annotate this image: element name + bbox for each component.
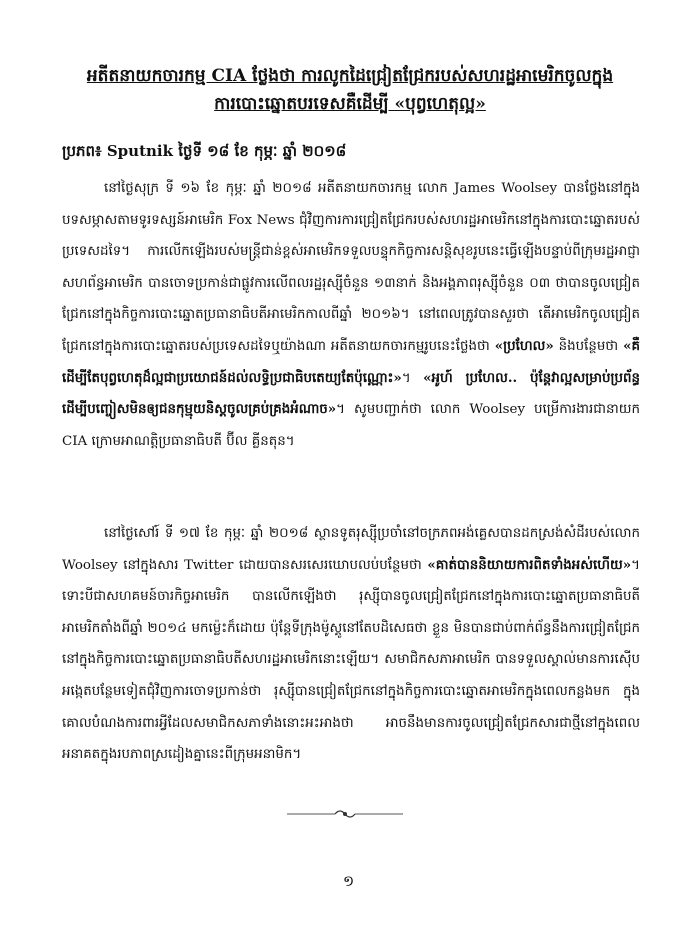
p1-bold-b: «គឺដើម្បីតែបុព្វហេតុដ៏ល្អជាប្រយោជន៍ដល់លទ្ធិប្រជាធិបតេយ្យតែប៉ុណ្ណោះ» (62, 337, 640, 386)
paragraph-1 (62, 173, 640, 457)
article-title (70, 62, 630, 118)
p1-text-d: ។ សូមបញ្ជាក់ថា លោក Woolsey បម្រើការងារជានាយក CIA ក្រោមអាណត្តិប្រធានាធិបតី ប៊ីល គ្លីនតុន។ (62, 402, 640, 449)
p1-text-a: នៅថ្ងៃសុក្រ ទី ១៦ ខែ កុម្ភៈ ឆ្នាំ ២០១៨ អតីតនាយកចារកម្ម លោក James Woolsey បានថ្លែងនៅក្នុងបទសម្ភាសតាមទូរទស្សន៍អាមេរិក Fox News ជុំវិញការការជ្រៀតជ្រែករបស់សហរដ្ឋអាមេរិកនៅក្នុងការបោះឆ្នោតរបស់ប្រទេសដទៃ។ ការលើកឡើងរបស់មន្ត្រីជាន់ខ្ពស់អាមេរិកទទួលបន្ទុកកិច្ចការសន្តិសុខរូបនេះធ្វើឡើងបន្ទាប់ពីក្រុមរដ្ឋអាជ្ញាសហព័ន្ធអាមេរិក បានចោទប្រកាន់ជាផ្លូវការលើពលរដ្ឋរុស្ស៊ីចំនួន ១៣នាក់ និងអង្គភាពរុស្ស៊ីចំនួន ០៣ ថាបានចូលជ្រៀតជ្រែកនៅក្នុងកិច្ចការបោះឆ្នោតប្រធានាធិបតីអាមេរិកកាលពីឆ្នាំ ២០១៦។ នៅពេលត្រូវបានសួរថា តើអាមេរិកចូលជ្រៀតជ្រែកនៅក្នុងការបោះឆ្នោតរបស់ប្រទេសដទៃឬយ៉ាងណា អតីតនាយកចារកម្មរូបនេះថ្លែងថា (62, 181, 640, 354)
title-line-1: អតីតនាយកចារកម្ម CIA ថ្លែងថា ការលូកដៃជ្រៀតជ្រែករបស់សហរដ្ឋអាមេរិកចូលក្នុង (86, 66, 614, 86)
section-divider-ornament (285, 806, 405, 822)
p2-bold-a: «គាត់បាននិយាយការពិតទាំងអស់ហើយ» (427, 556, 632, 573)
p2-text-b: ។ ទោះបីជាសហគមន៍ចារកិច្ចអាមេរិក បានលើកឡើងថា រុស្ស៊ីបានចូលជ្រៀតជ្រែកនៅក្នុងការបោះឆ្នោតប្រធានាធិបតីអាមេរិកតាំងពីឆ្នាំ ២០១៤ មកម៉្លេះក៏ដោយ ប៉ុន្តែទីក្រុងម៉ូស្គូនៅតែបដិសេធថា ខ្លួន មិនបានជាប់ពាក់ព័ន្ធនឹងការជ្រៀតជ្រែកនៅក្នុងកិច្ចការបោះឆ្នោតប្រធានាធិបតីសហរដ្ឋអាមេរិកនោះឡើយ។ សមាជិកសភាអាមេរិក បានទទួលស្គាល់មានការស៊ើបអង្កេតបន្ថែមទៀតជុំវិញការចោទប្រកាន់ថា រុស្ស៊ីបានជ្រៀតជ្រែកនៅក្នុងកិច្ចការបោះឆ្នោតអាមេរិកក្នុងពេលកន្លងមក ក្នុងគោលបំណងការពារអ្វីដែលសមាជិកសភាទាំងនោះអះអាងថា អាចនឹងមានការចូលជ្រៀតជ្រែកសារជាថ្មីនៅក្នុងពេលអនាគតក្នុងរបភាពស្រដៀងគ្នានេះពីក្រុមអនាមិក។ (62, 557, 640, 763)
p1-bold-c: «អូហ៍ ប្រហែល.. ប៉ុន្តែវាល្អសម្រាប់ប្រព័ន្ធ ដើម្បីបញ្ចៀសមិនឲ្យជនកុម្មុយនិស្តចូលគ្រប់គ្រងអំណាច» (62, 369, 640, 418)
p1-bold-a: «ប្រហែល» (494, 337, 554, 354)
p1-text-b: និងបន្ថែមថា (553, 338, 624, 354)
page-number: ១ (342, 872, 355, 890)
p1-text-c: ។ (401, 370, 424, 386)
title-line-2: ការបោះឆ្នោតបរទេសគឺដើម្បី «បុព្វហេតុល្អ» (214, 94, 486, 114)
paragraph-2 (62, 518, 640, 771)
source-line: ប្រភព៖ Sputnik ថ្ងៃទី ១៨ ខែ កុម្ភៈ ឆ្នាំ ២០១៨ (62, 142, 347, 160)
p2-text-a: នៅថ្ងៃសៅរ៍ ទី ១៧ ខែ កុម្ភៈ ឆ្នាំ ២០១៨ ស្ថានទូតរុស្ស៊ីប្រចាំនៅចក្រភពអង់គ្លេសបានដកស្រង់សំដីរបស់លោក Woolsey នៅក្នុងសារ Twitter ដោយបានសរសេរឃោបលប់បន្ថែមថា (62, 526, 640, 573)
